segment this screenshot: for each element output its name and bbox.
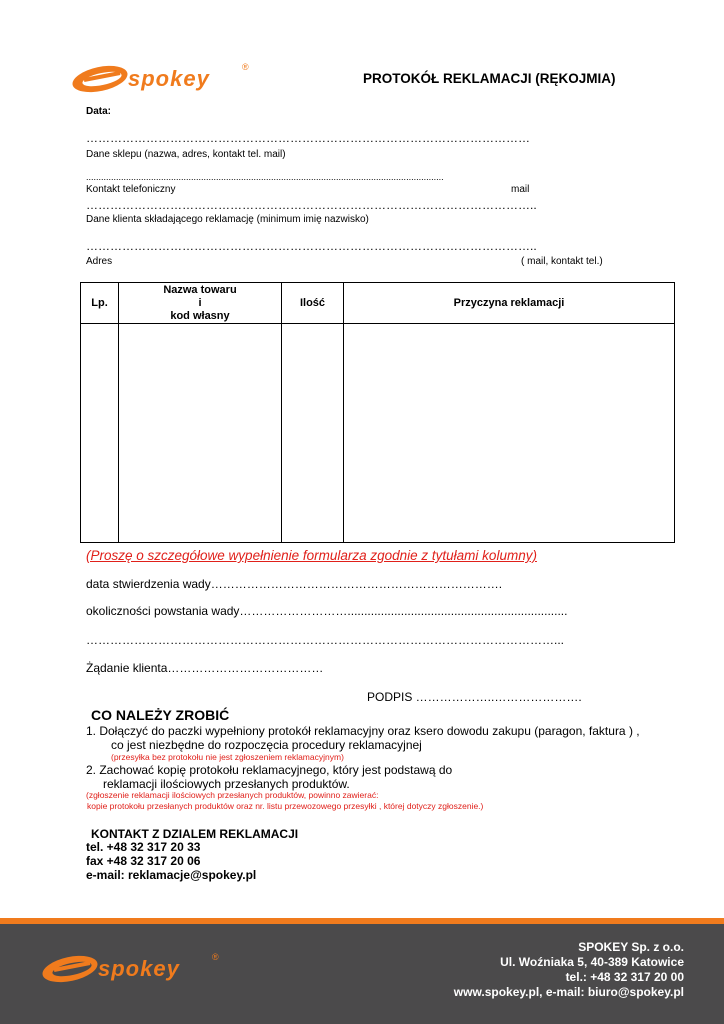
claim-table — [80, 282, 675, 543]
cell-quantity[interactable] — [282, 324, 344, 543]
phone-label: Kontakt telefoniczny — [86, 184, 176, 195]
found-date-field[interactable]: data stwierdzenia wady………………………………………………………………. — [86, 577, 503, 591]
instruction-1-cont: co jest niezbędne do rozpoczęcia procedury reklamacyjnej — [111, 738, 422, 752]
fill-notice: (Proszę o szczegółowe wypełnienie formularza zgodnie z tytułami kolumny) — [86, 548, 537, 563]
instruction-1-note: (przesyłka bez protokołu nie jest zgłoszeniem reklamacyjnym) — [111, 752, 344, 762]
address-hint: ( mail, kontakt tel.) — [521, 256, 603, 267]
client-label: Dane klienta składającego reklamację (minimum imię nazwisko) — [86, 214, 369, 225]
signature-field[interactable]: PODPIS ………………..…………………. — [367, 690, 582, 704]
shop-label: Dane sklepu (nazwa, adres, kontakt tel. mail) — [86, 149, 286, 160]
instructions-heading: CO NALEŻY ZROBIĆ — [91, 707, 230, 723]
address-label: Adres — [86, 256, 113, 267]
shop-dots[interactable]: ………………………………………………………………………………………………… — [86, 131, 530, 145]
table-header-row — [81, 283, 675, 324]
note-line-1: (zgłoszenie reklamacji ilościowych przesłanych produktów, powinno zawierać: — [86, 790, 379, 800]
footer-web[interactable]: www.spokey.pl, e-mail: biuro@spokey.pl — [453, 985, 684, 999]
cell-lp[interactable] — [81, 324, 119, 543]
contact-heading: KONTAKT Z DZIALEM REKLAMACJI — [91, 827, 299, 841]
footer-registered-mark: ® — [212, 952, 219, 962]
footer-spokey-logo — [40, 948, 230, 988]
svg-text:spokey: spokey — [98, 956, 180, 981]
date-label: Data: — [86, 106, 112, 117]
footer-company-info — [454, 940, 684, 1000]
registered-mark: ® — [242, 62, 249, 72]
circumstances-dots[interactable]: ………………………………………………………………………………………………………... — [86, 633, 565, 647]
instruction-2: 2. Zachować kopię protokołu reklamacyjnego, który jest podstawą do — [86, 763, 453, 777]
instruction-2-cont: reklamacji ilościowych przesłanych produktów. — [103, 777, 350, 791]
footer-street: Ul. Woźniaka 5, 40-389 Katowice — [500, 955, 684, 969]
phone-dots[interactable]: ............................................................................................................................................... — [86, 172, 444, 182]
col-header-product: Nazwa towaru i kod własny — [119, 283, 282, 324]
demand-field[interactable]: Żądanie klienta………………………………… — [86, 661, 324, 675]
instruction-1: 1. Dołączyć do paczki wypełniony protokół reklamacyjny oraz ksero dowodu zakupu (paragon, faktura ) , — [86, 724, 640, 738]
contact-email[interactable]: e-mail: reklamacje@spokey.pl — [86, 868, 257, 882]
footer-stripe — [0, 918, 724, 924]
mail-label: mail — [511, 184, 530, 195]
cell-product[interactable] — [119, 324, 282, 543]
spokey-logo — [70, 58, 260, 98]
table-row[interactable] — [81, 324, 675, 543]
page-title: PROTOKÓŁ REKLAMACJI (RĘKOJMIA) — [363, 71, 616, 86]
circumstances-field[interactable]: okoliczności powstania wady……………………….................................................................. — [86, 604, 568, 618]
address-dots[interactable]: ………………………………………………………………………………………………….. — [86, 239, 537, 253]
col-header-lp: Lp. — [81, 283, 119, 324]
footer-company: SPOKEY Sp. z o.o. — [578, 940, 684, 954]
footer-phone: tel.: +48 32 317 20 00 — [565, 970, 684, 984]
client-dots[interactable]: ………………………………………………………………………………………………….. — [86, 198, 537, 212]
note-line-2: kopie protokołu przesłanych produktów oraz nr. listu przewozowego przesyłki , której dotyczy zgłoszenie.) — [87, 801, 484, 811]
col-header-reason: Przyczyna reklamacji — [344, 283, 675, 324]
svg-text:spokey: spokey — [128, 66, 210, 91]
cell-reason[interactable] — [344, 324, 675, 543]
contact-fax: fax +48 32 317 20 06 — [86, 854, 201, 868]
col-header-quantity: Ilość — [282, 283, 344, 324]
contact-tel: tel. +48 32 317 20 33 — [86, 840, 201, 854]
